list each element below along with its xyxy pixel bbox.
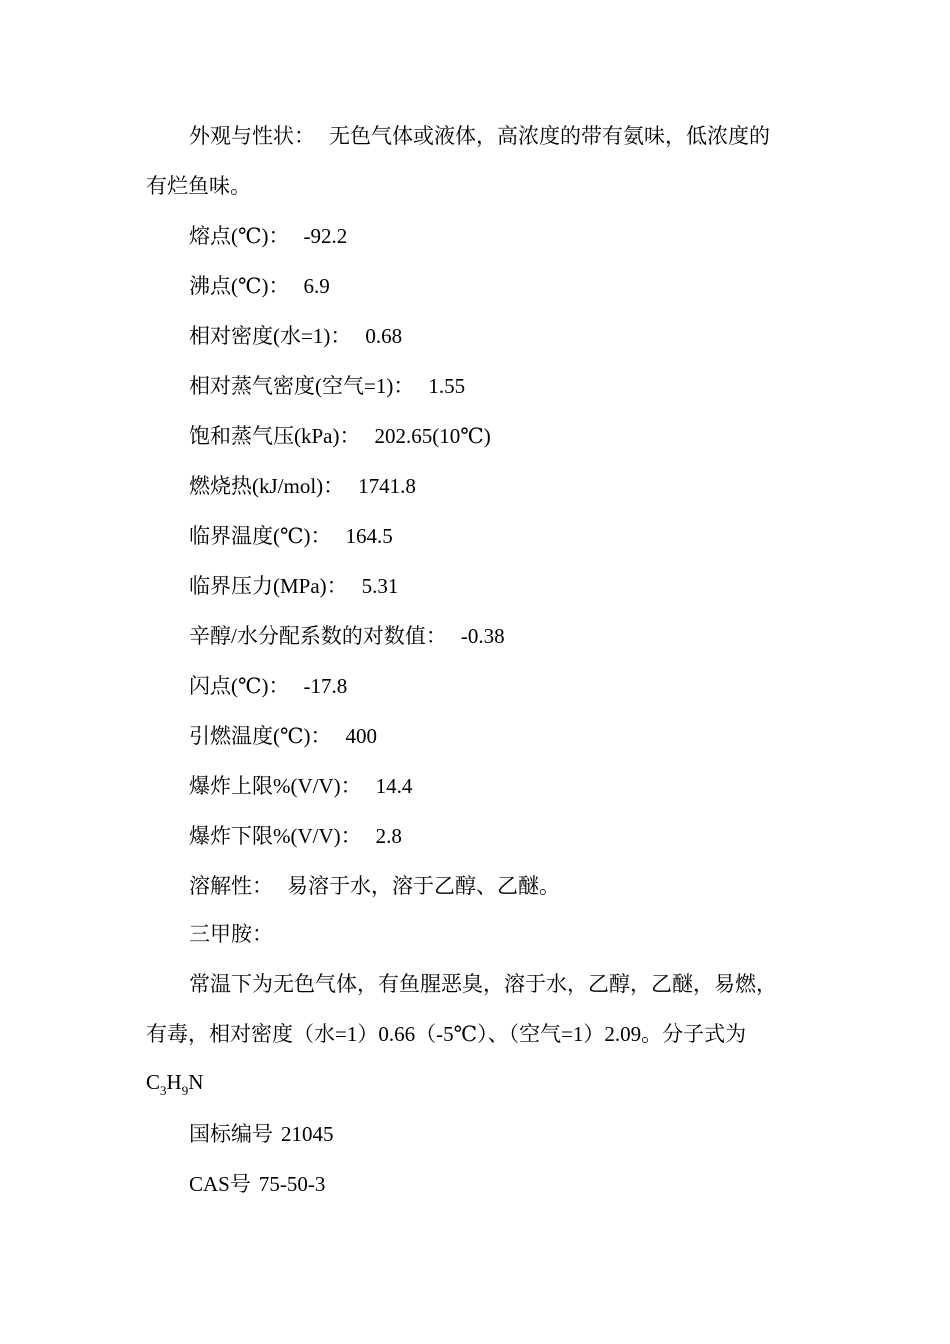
property-label: 引燃温度(℃)： [189, 724, 332, 748]
property-value: 1.55 [428, 374, 466, 398]
formula-hydrogen-count: 9 [181, 1083, 189, 1098]
property-partition-coefficient [189, 622, 505, 650]
national-code-value: 21045 [281, 1122, 334, 1146]
appearance-line [189, 122, 770, 150]
property-value: 2.8 [375, 824, 402, 848]
property-heat-of-combustion [189, 472, 416, 500]
property-value: 易溶于水，溶于乙醇、乙醚。 [287, 874, 560, 898]
property-label: 溶解性： [189, 874, 273, 898]
property-value: 202.65(10℃) [374, 424, 491, 448]
property-value: -92.2 [303, 224, 348, 248]
appearance-text: 无色气体或液体，高浓度的带有氨味，低浓度的 [329, 124, 770, 148]
formula-carbon-count: 3 [160, 1083, 167, 1098]
description-line-1: 常温下为无色气体，有鱼腥恶臭，溶于水，乙醇，乙醚，易燃， [189, 972, 777, 996]
description-line-2: 有毒，相对密度（水=1）0.66（-5℃）、（空气=1）2.09。分子式为 [146, 1022, 747, 1046]
property-label: 闪点(℃)： [189, 674, 290, 698]
property-label: 饱和蒸气压(kPa)： [189, 424, 361, 448]
property-value: -17.8 [303, 674, 348, 698]
property-vapor-density [189, 372, 465, 400]
property-critical-temperature [189, 522, 393, 550]
property-value: 164.5 [345, 524, 393, 548]
property-label: 爆炸下限%(V/V)： [189, 824, 362, 848]
property-label: 燃烧热(kJ/mol)： [189, 474, 345, 498]
property-value: 0.68 [365, 324, 403, 348]
cas-label: CAS号 [189, 1172, 251, 1196]
formula-hydrogen: H [166, 1070, 182, 1094]
property-label: 爆炸上限%(V/V)： [189, 774, 362, 798]
property-label: 临界温度(℃)： [189, 524, 332, 548]
cas-value: 75-50-3 [258, 1172, 326, 1196]
property-upper-explosive-limit [189, 772, 412, 800]
property-label: 沸点(℃)： [189, 274, 290, 298]
property-critical-pressure [189, 572, 398, 600]
section-heading: 三甲胺： [189, 922, 273, 946]
national-code-line [189, 1120, 334, 1148]
property-flash-point [189, 672, 347, 700]
property-label: 临界压力(MPa)： [189, 574, 348, 598]
property-value: 400 [345, 724, 377, 748]
formula-nitrogen: N [188, 1070, 204, 1094]
property-value: -0.38 [460, 624, 505, 648]
property-label: 相对蒸气密度(空气=1)： [189, 374, 415, 398]
cas-line [189, 1170, 325, 1198]
property-vapor-pressure [189, 422, 491, 450]
property-solubility [189, 872, 560, 900]
property-value: 14.4 [375, 774, 413, 798]
property-melting-point [189, 222, 347, 250]
property-relative-density [189, 322, 402, 350]
property-value: 1741.8 [358, 474, 416, 498]
property-value: 5.31 [361, 574, 399, 598]
property-label: 辛醇/水分配系数的对数值： [189, 624, 447, 648]
property-label: 熔点(℃)： [189, 224, 290, 248]
property-boiling-point [189, 272, 330, 300]
appearance-label: 外观与性状： [189, 124, 315, 148]
formula-carbon: C [146, 1070, 161, 1094]
appearance-continuation: 有烂鱼味。 [146, 174, 251, 198]
property-value: 6.9 [303, 274, 330, 298]
property-label: 相对密度(水=1)： [189, 324, 352, 348]
national-code-label: 国标编号 [189, 1122, 273, 1146]
molecular-formula [146, 1068, 203, 1096]
property-lower-explosive-limit [189, 822, 402, 850]
property-ignition-temperature [189, 722, 377, 750]
